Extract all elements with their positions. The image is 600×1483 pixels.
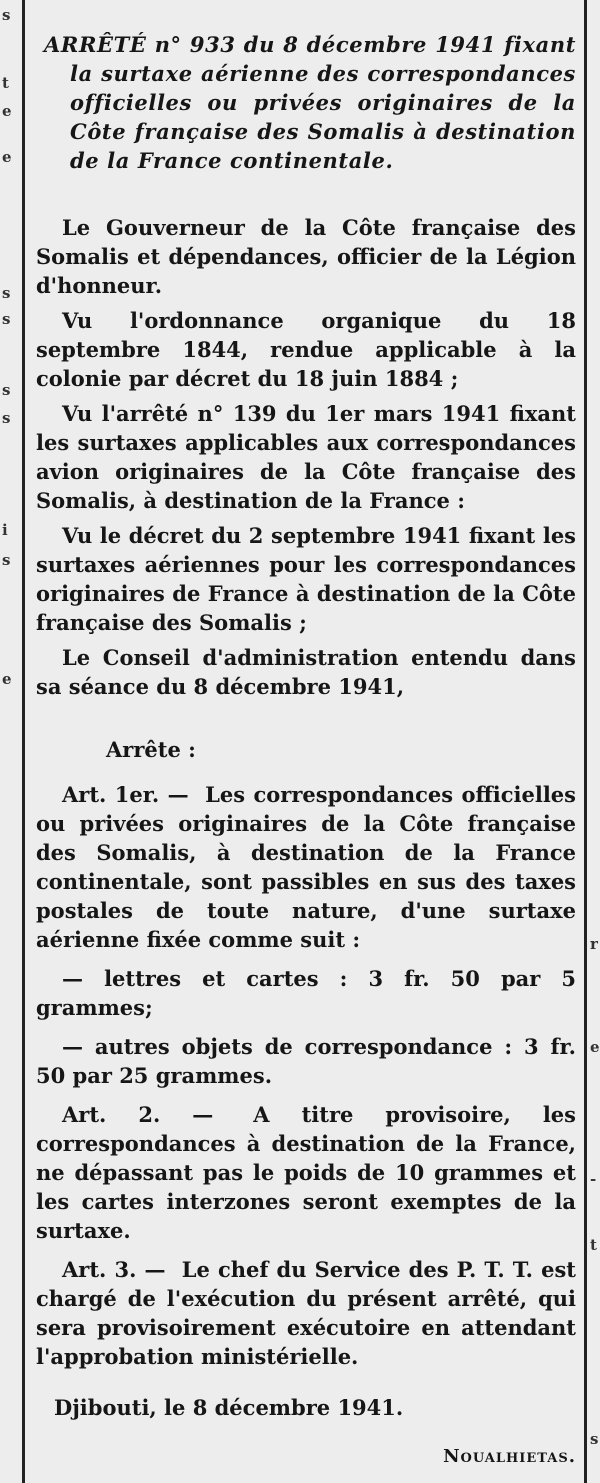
signature: Noualhietas. <box>443 1446 576 1467</box>
article-1 <box>36 780 576 954</box>
preamble-governor: Le Gouverneur de la Côte française des Somalis et dépendances, officier de la Légion d'honneur. <box>36 215 576 298</box>
gutter-fragment: t <box>590 1236 597 1254</box>
gutter-fragment: e <box>2 102 12 120</box>
tariff-item: — lettres et cartes : 3 fr. 50 par 5 grammes; <box>36 966 576 1020</box>
gutter-fragment: e <box>2 148 12 166</box>
decree-title: du 8 décembre 1941 fixant la surtaxe aérienne des correspondances officielles ou privées originaires de la Côte française des Somalis à destination de la France continentale. <box>70 32 576 173</box>
preamble-arrete-139: Vu l'arrêté n° 139 du 1er mars 1941 fixant les surtaxes applicables aux correspondances avion originaires de la Côte française des Somalis, à destination de la France : <box>36 401 576 513</box>
article-3-text: Le chef du Service des P. T. T. est chargé de l'exécution du présent arrêté, qui sera provisoirement exécutoire en attendant l'approbation ministérielle. <box>36 1257 577 1369</box>
preamble-conseil: Le Conseil d'administration entendu dans sa séance du 8 décembre 1941, <box>36 645 576 699</box>
gutter-fragment: i <box>2 521 8 539</box>
gutter-fragment: t <box>2 74 9 92</box>
article-2-text: A titre provisoire, les correspondances à destination de la France, ne dépassant pas le poids de 10 grammes et les cartes interzones seront exemptes de la surtaxe. <box>36 1102 576 1243</box>
right-column-rule <box>584 0 587 1483</box>
gutter-fragment: s <box>2 409 11 427</box>
gutter-fragment: s <box>2 551 11 569</box>
arrete-word: Arrête : <box>106 737 196 762</box>
decree-label: ARRÊTÉ <box>44 32 147 57</box>
document-column <box>36 30 576 1471</box>
gutter-fragment: s <box>2 284 11 302</box>
article-2 <box>36 1100 576 1245</box>
article-3-label: Art. 3. — <box>62 1257 166 1282</box>
gutter-fragment: s <box>2 310 11 328</box>
preamble-decret: Vu le décret du 2 septembre 1941 fixant les surtaxes aériennes pour les correspondances originaires de France à destination de la Côte française des Somalis ; <box>36 523 576 635</box>
gutter-fragment: - <box>590 1170 597 1188</box>
article-1-text: Les correspondances officielles ou privées originaires de la Côte française des Somalis, à destination de la France continentale, sont passibles en sus des taxes postales de toute nature, d'une surtaxe aérienne fixée comme suit : <box>36 782 576 952</box>
article-2-label: Art. 2. — <box>62 1102 214 1127</box>
gutter-fragment: e <box>590 1038 600 1056</box>
decree-heading <box>44 30 576 175</box>
decree-number: n° 933 <box>154 32 236 57</box>
preamble-ordonnance: Vu l'ordonnance organique du 18 septembre 1844, rendue applicable à la colonie par décret du 18 juin 1884 ; <box>36 308 576 391</box>
gutter-fragment: r <box>590 935 598 953</box>
left-column-rule <box>22 0 25 1483</box>
tariff-item: — autres objets de correspondance : 3 fr. 50 par 25 grammes. <box>36 1034 576 1088</box>
gutter-fragment: s <box>2 381 11 399</box>
article-3 <box>36 1255 576 1371</box>
gutter-fragment: s <box>2 6 11 24</box>
gutter-fragment: e <box>2 670 12 688</box>
place-date: Djibouti, le 8 décembre 1941. <box>54 1395 404 1420</box>
article-1-label: Art. 1er. — <box>62 782 189 807</box>
gutter-fragment: s <box>590 1430 599 1448</box>
